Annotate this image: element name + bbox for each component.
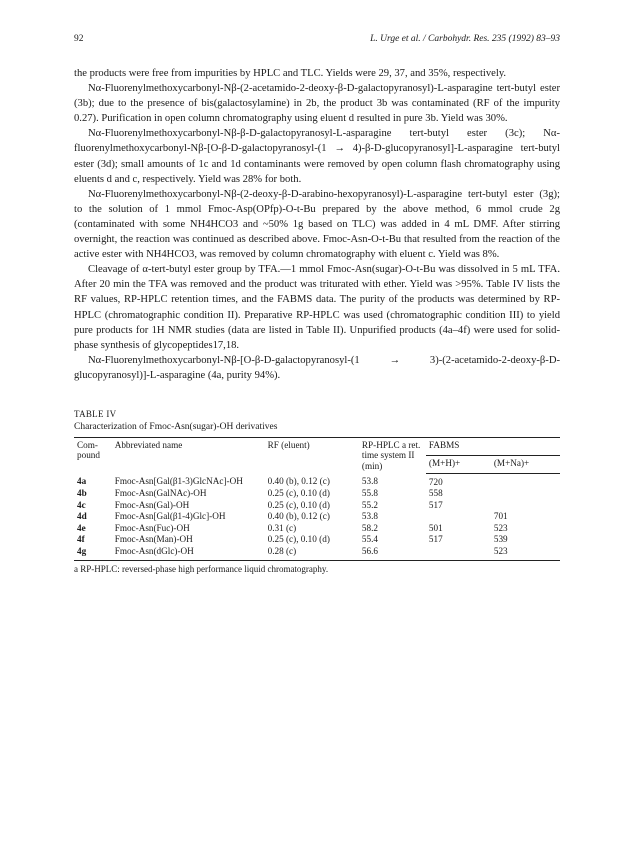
cell-hplc: 55.4 — [361, 534, 378, 545]
cell-mna — [491, 488, 560, 500]
table-row — [74, 511, 560, 523]
table-row — [74, 523, 560, 535]
table-row — [74, 488, 560, 500]
cell-mna: 523 — [491, 546, 560, 561]
cell-hplc: 53.8 — [361, 511, 378, 522]
paragraph: Nα-Fluorenylmethoxycarbonyl-Nβ-β-D-galactopyranosyl-L-asparagine tert-butyl ester (3c); Nα-fluorenylmethoxycarbonyl-Nβ-[O-β-D-galactopyranosyl-(1 → 4)-β-D-glucopyranosyl]-L-asparagine tert-butyl ester (3d); small amounts of 1c and 1d contaminants were removed by open column flash chromatography using eluents d and c, respectively. Yield was 28% for both. — [74, 128, 560, 185]
table-iv — [74, 409, 560, 575]
cell-rf: 0.40 (b), 0.12 (c) — [267, 511, 330, 522]
journal-citation: L. Urge et al. / Carbohydr. Res. 235 (1992) 83–93 — [370, 34, 560, 44]
cell-name: Fmoc-Asn(GalNAc)-OH — [114, 488, 207, 499]
cell-name: Fmoc-Asn(Man)-OH — [114, 534, 193, 545]
header-fabms: FABMS — [426, 437, 560, 455]
cell-rf: 0.25 (c), 0.10 (d) — [267, 534, 330, 545]
cell-name: Fmoc-Asn[Gal(β1-4)Glc]-OH — [114, 511, 226, 522]
table-row — [74, 500, 560, 512]
paragraph: the products were free from impurities by HPLC and TLC. Yields were 29, 37, and 35%, respectively. — [74, 68, 507, 79]
cell-compound: 4g — [74, 546, 112, 561]
paragraph: Nα-Fluorenylmethoxycarbonyl-Nβ-[O-β-D-galactopyranosyl-(1 → 3)-(2-acetamido-2-deoxy-β-D-glucopyranosyl)]-L-asparagine (4a, purity 94%). — [74, 354, 560, 381]
cell-compound: 4e — [77, 522, 86, 533]
running-header — [74, 34, 560, 48]
cell-mna: 539 — [493, 534, 508, 545]
table-row — [74, 534, 560, 546]
cell-rf: 0.31 (c) — [267, 522, 297, 533]
cell-compound: 4d — [77, 511, 87, 522]
cell-mh — [426, 546, 491, 561]
paragraph: Nα-Fluorenylmethoxycarbonyl-Nβ-(2-deoxy-β-D-arabino-hexopyranosyl)-L-asparagine tert-butyl ester (3g); to the solution of 1 mmol Fmoc-Asp(OPfp)-O-t-Bu prepared by the above method, 6 mmol crude 2g (contaminated with some NH4HCO3 and ~50% 1g based on TLC) was added in 4 mL DMF. After stirring overnight, the reaction was continued as described above. Fmoc-Asn-O-t-Bu that resulted from the reaction of the active ester with NH4HCO3, was removed by column chromatography with eluent c. Yield was 8%. — [74, 188, 560, 261]
cell-mna — [491, 473, 560, 488]
cell-name: Fmoc-Asn(Gal)-OH — [114, 499, 190, 510]
header-rf: RF (eluent) — [265, 437, 359, 473]
cell-rf: 0.40 (b), 0.12 (c) — [267, 476, 330, 487]
cell-hplc: 53.8 — [361, 476, 378, 487]
cell-mh: 501 — [428, 522, 443, 533]
header-hplc: RP-HPLC a ret. time system II (min) — [359, 437, 426, 473]
page-number: 92 — [74, 34, 84, 44]
cell-mh — [426, 511, 491, 523]
page — [74, 34, 560, 574]
cell-mna: 701 — [493, 511, 508, 522]
cell-mna — [491, 500, 560, 512]
cell-mh: 720 — [428, 476, 443, 487]
cell-mh: 558 — [428, 488, 443, 499]
table-footnote: a RP-HPLC: reversed-phase high performance liquid chromatography. — [74, 564, 329, 575]
characterization-table — [74, 437, 560, 562]
cell-name: Fmoc-Asn[Gal(β1-3)GlcNAc]-OH — [114, 476, 243, 487]
table-row — [74, 473, 560, 488]
table-caption: TABLE IV — [74, 408, 117, 419]
cell-mh: 517 — [428, 499, 443, 510]
table-title: Characterization of Fmoc-Asn(sugar)-OH derivatives — [74, 421, 278, 432]
cell-hplc: 56.6 — [359, 546, 426, 561]
paragraph: Cleavage of α-tert-butyl ester group by TFA.—1 mmol Fmoc-Asn(sugar)-O-t-Bu was dissolved in 5 mL TFA. After 20 min the TFA was removed and the product was triturated with ether. Yield was >95%. Table IV lists the RF values, RP-HPLC retention times, and the FABMS data. The purity of the products was determined by RP-HPLC (chromatographic condition II). Preparative RP-HPLC was used (chromatographic condition III) to yield pure products for 1H NMR studies (data are listed in Table II). Unpurified products (4a–4f) were used for solid-phase synthesis of glycopeptides17,18. — [74, 264, 560, 351]
cell-rf: 0.28 (c) — [265, 546, 359, 561]
cell-compound: 4f — [77, 534, 85, 545]
cell-name: Fmoc-Asn(dGlc)-OH — [112, 546, 265, 561]
paragraph: Nα-Fluorenylmethoxycarbonyl-Nβ-(2-acetamido-2-deoxy-β-D-galactopyranosyl)-L-asparagine tert-butyl ester (3b); due to the presence of bis(galactosylamine) in 2b, the product 3b was contaminated (RF of the impurity 0.27). Purification in open column chromatography using eluent d resulted in pure 3b. Yield was 30%. — [74, 83, 560, 125]
header-mna: (M+Na)+ — [491, 455, 560, 473]
body-text — [74, 66, 560, 383]
cell-compound: 4b — [77, 488, 87, 499]
cell-hplc: 58.2 — [361, 522, 378, 533]
cell-mna: 523 — [493, 522, 508, 533]
header-mh: (M+H)+ — [426, 455, 491, 473]
header-compound: Com-pound — [74, 437, 112, 473]
table-row — [74, 546, 560, 561]
header-name: Abbreviated name — [112, 437, 265, 473]
cell-mh: 517 — [428, 534, 443, 545]
cell-compound: 4c — [77, 499, 86, 510]
cell-name: Fmoc-Asn(Fuc)-OH — [114, 522, 190, 533]
cell-hplc: 55.8 — [361, 488, 378, 499]
cell-rf: 0.25 (c), 0.10 (d) — [267, 488, 330, 499]
cell-rf: 0.25 (c), 0.10 (d) — [267, 499, 330, 510]
cell-hplc: 55.2 — [361, 499, 378, 510]
cell-compound: 4a — [77, 476, 87, 487]
